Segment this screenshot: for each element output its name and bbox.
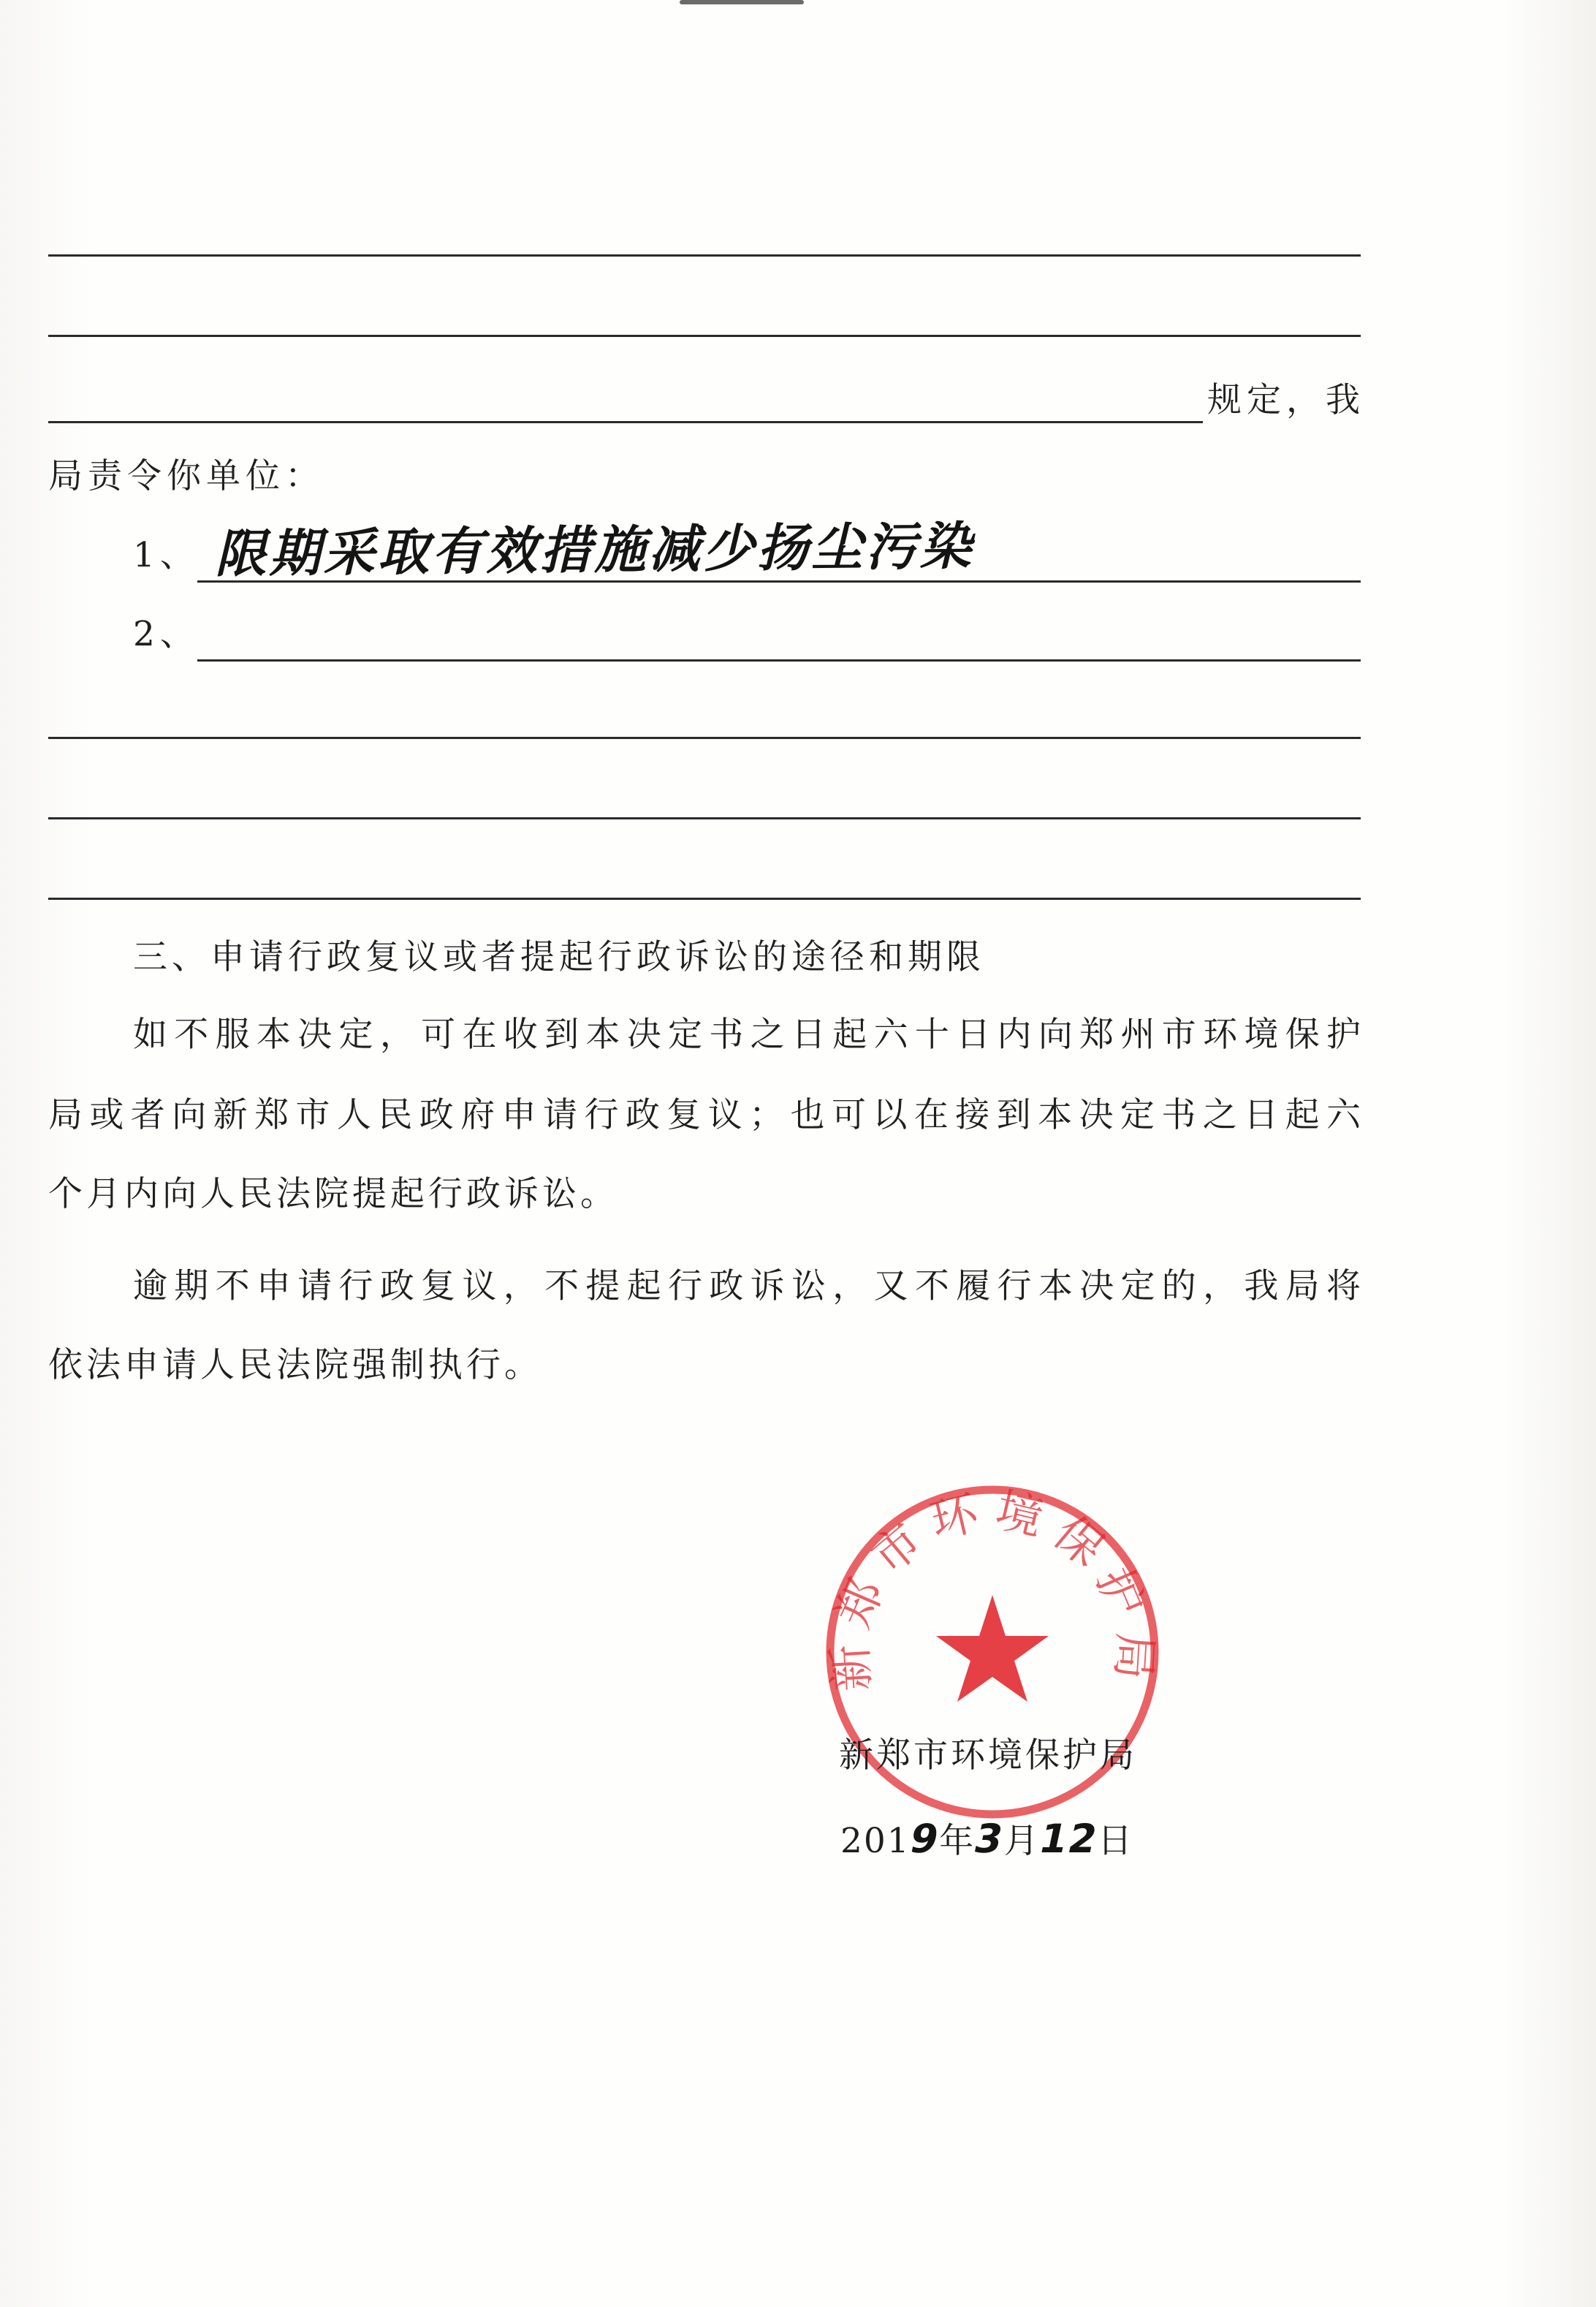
para1-line1: 如不服本决定，可在收到本决定书之日起六十日内向郑州市环境保护 <box>133 1015 1361 1055</box>
para1-line3: 个月内向人民法院提起行政诉讼。 <box>48 1174 618 1214</box>
blank-line-6 <box>48 898 1361 900</box>
date-day-char: 日 <box>1098 1821 1134 1861</box>
blank-line-1 <box>48 254 1361 257</box>
section-title: 三、申请行政复议或者提起行政诉讼的途径和期限 <box>133 937 985 977</box>
order-clause-continued: 局责令你单位： <box>48 456 324 496</box>
date-year-char: 年 <box>939 1821 976 1861</box>
item-2-number: 2、 <box>133 614 200 654</box>
seal-star-icon <box>936 1595 1049 1702</box>
blank-line-5 <box>48 817 1361 819</box>
blank-line-4 <box>48 737 1361 739</box>
seal-text: 新郑市环境保护局 <box>823 1483 1162 1693</box>
blank-line-2 <box>48 335 1361 337</box>
date-month-char: 月 <box>1003 1821 1040 1861</box>
date-year-prefix: 201 <box>840 1821 911 1861</box>
issuer-name: 新郑市环境保护局 <box>839 1735 1137 1776</box>
para1-line2: 局或者向新郑市人民政府申请行政复议；也可以在接到本决定书之日起六 <box>48 1095 1361 1135</box>
order-clause-end: 规定，我 <box>1207 380 1365 420</box>
date-year-digit-handwritten: 9 <box>905 1816 945 1862</box>
para2-line1: 逾期不申请行政复议，不提起行政诉讼，又不履行本决定的，我局将 <box>133 1266 1361 1306</box>
item-2-line <box>197 659 1361 662</box>
item-1-handwritten-content: 限期采取有效措施减少扬尘污染 <box>212 516 986 584</box>
date-month-handwritten: 3 <box>970 1816 1009 1862</box>
item-1-number: 1、 <box>133 535 200 575</box>
scan-artifact-mark <box>680 0 804 4</box>
para2-line2: 依法申请人民法院强制执行。 <box>48 1345 542 1385</box>
date-day-handwritten: 12 <box>1035 1816 1103 1862</box>
blank-line-3 <box>48 421 1203 423</box>
item-1-line <box>197 580 1361 583</box>
issue-date <box>840 1817 1133 1863</box>
